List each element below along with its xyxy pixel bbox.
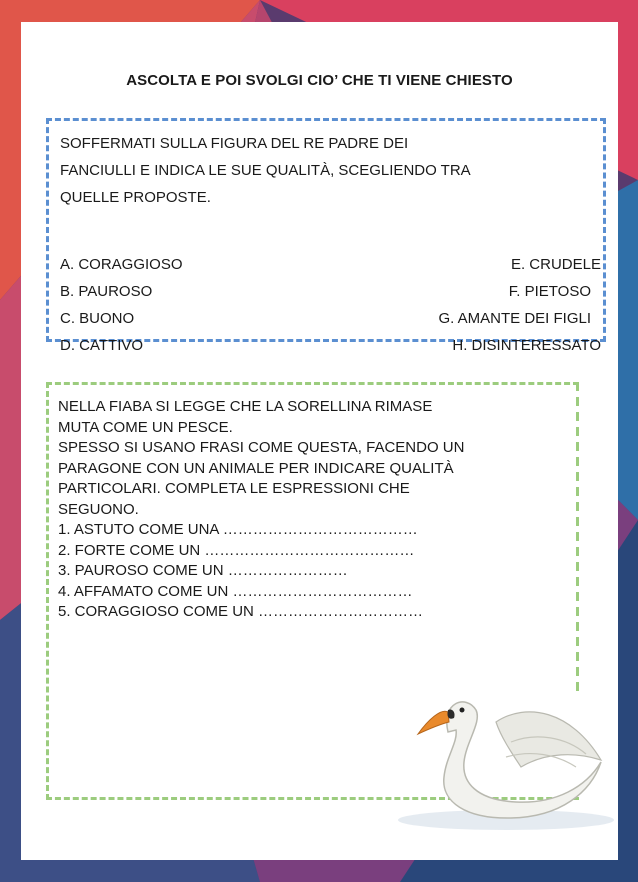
worksheet-page — [21, 22, 618, 860]
intro-line: SPESSO SI USANO FRASI COME QUESTA, FACENDO UN — [58, 439, 465, 456]
option-d: D. CATTIVO — [60, 337, 144, 354]
exercise-2-box-right-border — [576, 382, 579, 694]
swan-illustration — [386, 682, 618, 832]
instruction-line: SOFFERMATI SULLA FIGURA DEL RE PADRE DEI — [60, 135, 409, 152]
intro-line: SEGUONO. — [58, 500, 139, 518]
option-c: C. BUONO — [60, 310, 135, 327]
intro-line: MUTA COME UN PESCE. — [58, 418, 233, 436]
completion-item: 1. ASTUTO COME UNA ………………………………… — [58, 521, 418, 538]
exercise-1-box — [46, 118, 606, 354]
instruction-line: QUELLE PROPOSTE. — [60, 189, 211, 206]
exercise-1-instruction — [60, 130, 600, 211]
option-g: G. AMANTE DEI FIGLI — [438, 310, 591, 327]
completion-item: 3. PAUROSO COME UN …………………… — [58, 562, 348, 579]
completion-item: 4. AFFAMATO COME UN ……………………………… — [58, 582, 413, 600]
intro-line: PARTICOLARI. COMPLETA LE ESPRESSIONI CHE — [58, 480, 410, 497]
option-a: A. CORAGGIOSO — [60, 256, 183, 273]
option-f: F. PIETOSO — [508, 283, 591, 300]
option-e: E. CRUDELE — [510, 256, 601, 273]
intro-line: NELLA FIABA SI LEGGE CHE LA SORELLINA RIMASE — [58, 398, 433, 415]
option-h: H. DISINTERESSATO — [452, 337, 601, 354]
option-b: B. PAUROSO — [60, 283, 153, 300]
page-title: ASCOLTA E POI SVOLGI CIO’ CHE TI VIENE CHIESTO — [126, 72, 513, 89]
completion-item: 2. FORTE COME UN …………………………………… — [58, 541, 415, 559]
completion-item: 5. CORAGGIOSO COME UN …………………………… — [58, 603, 424, 620]
exercise-2-text — [58, 397, 573, 623]
intro-line: PARAGONE CON UN ANIMALE PER INDICARE QUALITÀ — [58, 459, 454, 477]
instruction-line: FANCIULLI E INDICA LE SUE QUALITÀ, SCEGLIENDO TRA — [60, 162, 471, 179]
